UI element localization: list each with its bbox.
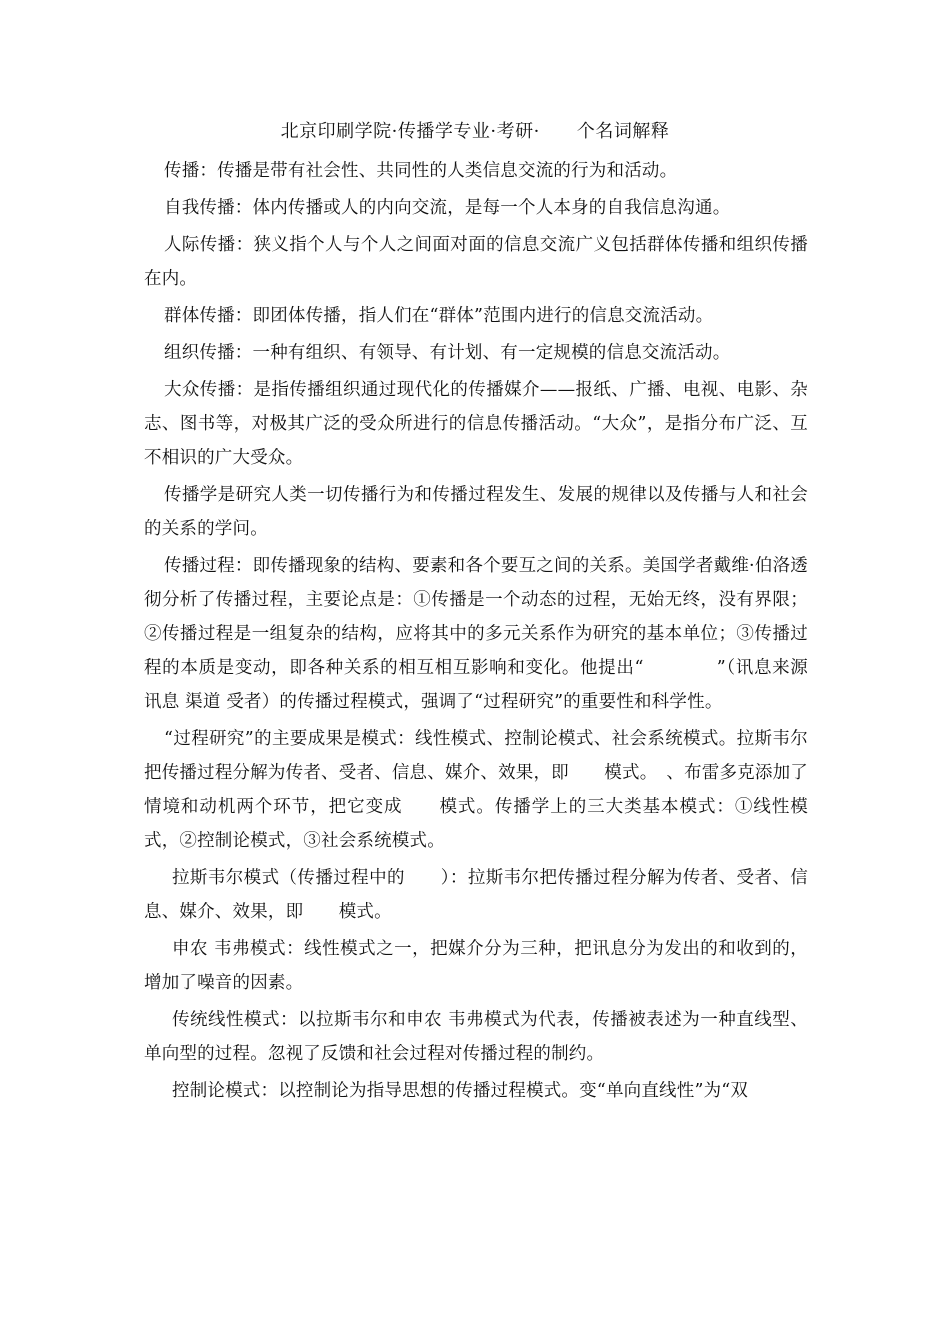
paragraph-intrapersonal: 自我传播：体内传播或人的内向交流，是每一个人本身的自我信息沟通。 [164, 198, 731, 218]
document-body [144, 154, 808, 1111]
paragraph-linear-model: 传统线性模式：以拉斯韦尔和申农 韦弗模式为代表，传播被表述为一种直线型、单向型的过程。忽视了反馈和社会过程对传播过程的制约。 [144, 1010, 808, 1064]
paragraph-group: 群体传播：即团体传播，指人们在“群体”范围内进行的信息交流活动。 [164, 306, 714, 326]
paragraph-lasswell: 拉斯韦尔模式（传播过程中的 ）：拉斯韦尔把传播过程分解为传者、受者、信息、媒介、效果，即 模式。 [144, 868, 808, 922]
paragraph-cybernetic-model: 控制论模式：以控制论为指导思想的传播过程模式。变“单向直线性”为“双 [172, 1081, 749, 1101]
paragraph-organizational: 组织传播：一种有组织、有领导、有计划、有一定规模的信息交流活动。 [164, 343, 731, 363]
paragraph-process-research: “过程研究”的主要成果是模式：线性模式、控制论模式、社会系统模式。拉斯韦尔把传播过程分解为传者、受者、信息、媒介、效果，即 模式。 、布雷多克添加了情境和动机两个环节，把它变成 模式。传播学上的三大类基本模式：①线性模式，②控制论模式，③社会系统模式。 [144, 729, 808, 851]
paragraph-process: 传播过程：即传播现象的结构、要素和各个要互之间的关系。美国学者戴维·伯洛透彻分析了传播过程，主要论点是：①传播是一个动态的过程，无始无终，没有界限；②传播过程是一组复杂的结构，应将其中的多元关系作为研究的基本单位；③传播过程的本质是变动，即各种关系的相互相互影响和变化。他提出“ ”（讯息来源 讯息 渠道 受者）的传播过程模式，强调了“过程研究”的重要性和科学性。 [144, 556, 808, 712]
paragraph-mass: 大众传播：是指传播组织通过现代化的传播媒介——报纸、广播、电视、电影、杂志、图书等，对极其广泛的受众所进行的信息传播活动。“大众”，是指分布广泛、互不相识的广大受众。 [144, 380, 808, 468]
paragraph-communication-studies: 传播学是研究人类一切传播行为和传播过程发生、发展的规律以及传播与人和社会的关系的学问。 [144, 485, 808, 539]
paragraph-shannon-weaver: 申农 韦弗模式：线性模式之一，把媒介分为三种，把讯息分为发出的和收到的，增加了噪音的因素。 [144, 939, 808, 993]
paragraph-interpersonal: 人际传播：狭义指个人与个人之间面对面的信息交流广义包括群体传播和组织传播在内。 [144, 235, 808, 289]
paragraph-transmission: 传播：传播是带有社会性、共同性的人类信息交流的行为和活动。 [164, 161, 678, 181]
document-title: 北京印刷学院·传播学专业·考研· 个名词解释 [280, 121, 670, 142]
